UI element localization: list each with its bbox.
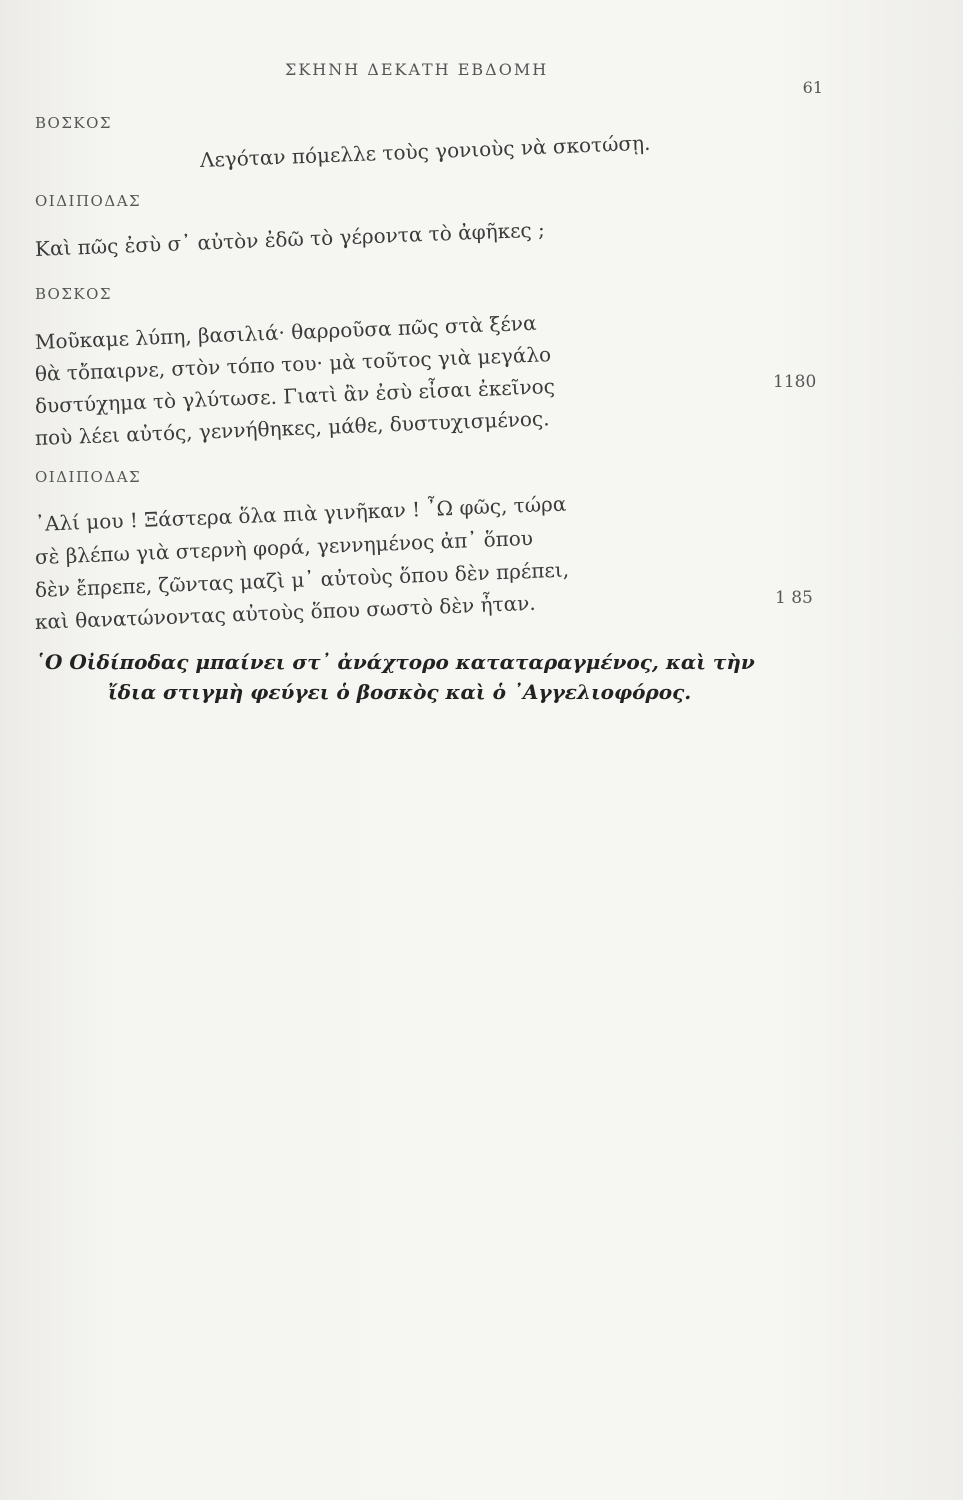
speaker-label: ΒΟΣΚΟΣ: [35, 114, 113, 132]
stage-direction-line: ἴδια στιγμὴ φεύγει ὁ βοσκὸς καὶ ὁ ᾿Αγγελιοφόρος.: [108, 680, 692, 704]
stage-direction-line: ῾Ο Οἰδίποδας μπαίνει στ᾿ ἀνάχτορο καταταραγμένος, καὶ τὴν: [35, 650, 755, 674]
line-number: 1180: [773, 372, 817, 392]
verse-line: δὲν ἔπρεπε, ζῶντας μαζὶ μ᾿ αὐτοὺς ὅπου δὲν πρέπει,: [34, 557, 570, 602]
verse-line: δυστύχημα τὸ γλύτωσε. Γιατὶ ἂν ἐσὺ εἶσαι ἐκεῖνος: [34, 374, 556, 418]
running-title: ΣΚΗΝΗ ΔΕΚΑΤΗ ΕΒΔΟΜΗ: [285, 60, 549, 79]
verse-line: Καὶ πῶς ἐσὺ σ᾿ αὐτὸν ἐδῶ τὸ γέροντα τὸ ἀφῆκες ;: [34, 217, 546, 261]
verse-line: ποὺ λέει αὐτός, γεννήθηκες, μάθε, δυστυχισμένος.: [34, 406, 550, 450]
line-number: 1 85: [775, 588, 813, 608]
page-number: 61: [802, 78, 823, 97]
speaker-label: ΟΙΔΙΠΟΔΑΣ: [35, 192, 142, 210]
verse-line: καὶ θανατώνοντας αὐτοὺς ὅπου σωστὸ δὲν ἦταν.: [34, 590, 537, 634]
verse-line: ᾿Αλί μου ! Ξάστερα ὅλα πιὰ γινῆκαν ! ῏Ω φῶς, τώρα: [34, 491, 567, 536]
speaker-label: ΒΟΣΚΟΣ: [35, 285, 113, 303]
verse-line: σὲ βλέπω γιὰ στερνὴ φορά, γεννημένος ἀπ᾿ ὅπου: [34, 525, 534, 569]
speaker-label: ΟΙΔΙΠΟΔΑΣ: [35, 468, 142, 486]
verse-line: Μοῦκαμε λύπη, βασιλιά· θαρροῦσα πῶς στὰ ξένα: [34, 310, 537, 354]
verse-line: θὰ τὄπαιρνε, στὸν τόπο του· μὰ τοῦτος γιὰ μεγάλο: [34, 342, 552, 386]
verse-line: Λεγόταν πόμελλε τοὺς γονιοὺς νὰ σκοτώσῃ.: [199, 130, 651, 172]
